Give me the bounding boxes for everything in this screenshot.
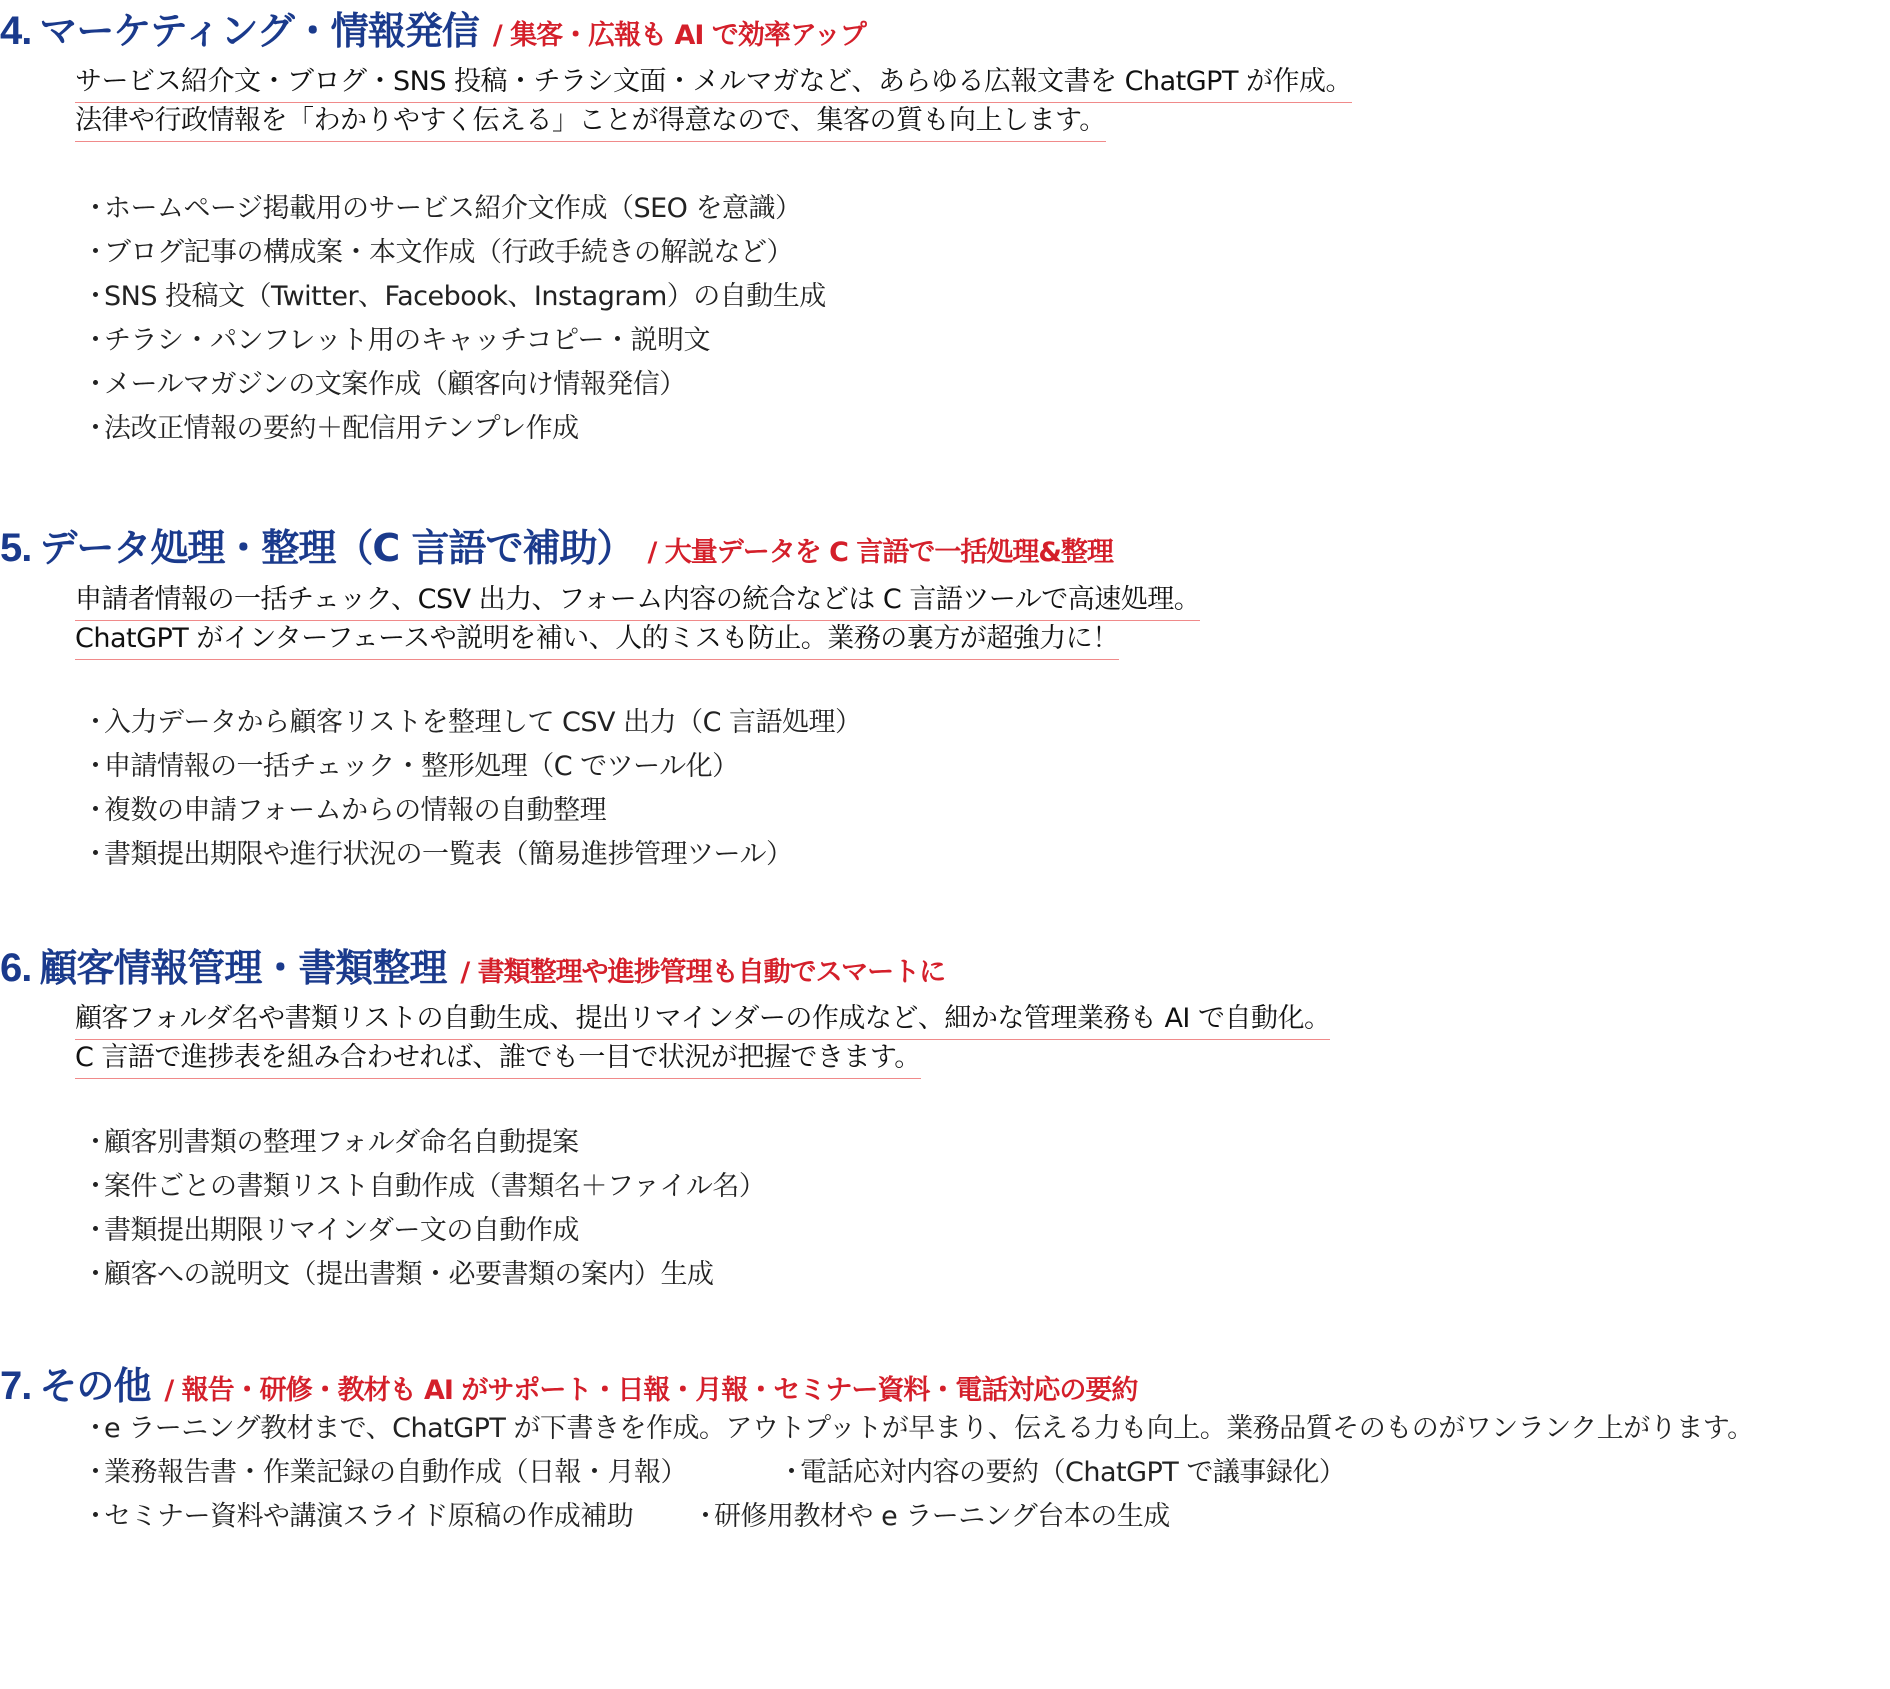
list-item-text: 顧客への説明文（提出書類・必要書類の案内）生成 (104, 1259, 714, 1290)
list-item-text: 法改正情報の要約＋配信用テンプレ作成 (104, 413, 579, 444)
list-item-text: チラシ・パンフレット用のキャッチコピー・説明文 (104, 325, 710, 356)
list-item (82, 1209, 765, 1253)
list-item (82, 1253, 765, 1297)
bullet-mark: ・ (82, 839, 109, 870)
list-item-text: 複数の申請フォームからの情報の自動整理 (104, 795, 607, 826)
section-heading (0, 937, 946, 990)
bullet-mark: ・ (82, 325, 109, 356)
bullet-mark: ・ (82, 237, 109, 268)
list-item-text: メールマガジンの文案作成（顧客向け情報発信） (104, 369, 686, 400)
list-item (82, 701, 862, 745)
bullet-mark: ・ (82, 795, 109, 826)
section-title: その他 (39, 1364, 151, 1408)
bullet-mark: ・ (82, 1259, 109, 1290)
section-title: マーケティング・情報発信 (39, 9, 479, 53)
list-item-text: 電話応対内容の要約（ChatGPT で議事録化） (800, 1457, 1346, 1488)
section-title: データ処理・整理（C 言語で補助） (39, 526, 634, 570)
section-heading (0, 0, 866, 53)
list-item (82, 1165, 765, 1209)
intro-line: C 言語で進捗表を組み合わせれば、誰でも一目で状況が把握できます。 (75, 1040, 921, 1079)
intro-line: ChatGPT がインターフェースや説明を補い、人的ミスも防止。業務の裏方が超強力に！ (75, 621, 1119, 660)
bullet-mark: ・ (82, 707, 109, 738)
section-number: 4. (0, 9, 32, 53)
intro-line: 申請者情報の一括チェック、CSV 出力、フォーム内容の統合などは C 言語ツールで高速処理。 (75, 582, 1200, 621)
list-item-text: 入力データから顧客リストを整理して CSV 出力（C 言語処理） (104, 707, 862, 738)
list-item-text: e ラーニング教材まで、ChatGPT が下書きを作成。アウトプットが早まり、伝える力も向上。業務品質そのものがワンランク上がります。 (104, 1413, 1754, 1444)
list-item (82, 1451, 1754, 1495)
list-item-text: セミナー資料や講演スライド原稿の作成補助 (104, 1501, 634, 1532)
bullet-mark: ・ (82, 281, 109, 312)
list-item (82, 1495, 1754, 1539)
bullet-mark: ・ (82, 1215, 109, 1246)
bullet-mark: ・ (778, 1457, 805, 1488)
list-item (82, 231, 826, 275)
list-item-text: ブログ記事の構成案・本文作成（行政手続きの解説など） (104, 237, 793, 268)
section-subtitle: / 大量データを C 言語で一括処理&整理 (647, 537, 1113, 568)
list-item (82, 319, 826, 363)
section-intro (75, 1001, 1330, 1079)
bullet-mark: ・ (692, 1501, 719, 1532)
bullet-mark: ・ (82, 1457, 109, 1488)
section-heading (0, 517, 1113, 570)
bullet-mark: ・ (82, 193, 109, 224)
section-subtitle: / 報告・研修・教材も AI がサポート・日報・月報・セミナー資料・電話対応の要約 (164, 1375, 1138, 1406)
list-item (82, 187, 826, 231)
bullet-list (82, 701, 862, 877)
section-number: 6. (0, 946, 32, 990)
section-title: 顧客情報管理・書類整理 (39, 946, 447, 990)
bullet-mark: ・ (82, 1127, 109, 1158)
bullet-mark: ・ (82, 369, 109, 400)
list-item (82, 833, 862, 877)
list-item-text: SNS 投稿文（Twitter、Facebook、Instagram）の自動生成 (104, 281, 826, 312)
list-item (82, 1121, 765, 1165)
section-number: 7. (0, 1364, 32, 1408)
bullet-list (82, 187, 826, 451)
bullet-mark: ・ (82, 1413, 109, 1444)
list-item-text: 書類提出期限リマインダー文の自動作成 (104, 1215, 579, 1246)
list-item-text: 顧客別書類の整理フォルダ命名自動提案 (104, 1127, 579, 1158)
list-item-text: 研修用教材や e ラーニング台本の生成 (714, 1501, 1170, 1532)
list-item-text: 案件ごとの書類リスト自動作成（書類名＋ファイル名） (104, 1171, 766, 1202)
section-number: 5. (0, 526, 32, 570)
intro-line: 法律や行政情報を「わかりやすく伝える」ことが得意なので、集客の質も向上します。 (75, 103, 1106, 142)
list-item (82, 363, 826, 407)
intro-line: サービス紹介文・ブログ・SNS 投稿・チラシ文面・メルマガなど、あらゆる広報文書を ChatGPT が作成。 (75, 64, 1352, 103)
bullet-list (82, 1407, 1754, 1539)
list-item (82, 1407, 1754, 1451)
bullet-mark: ・ (82, 751, 109, 782)
list-item-text: 業務報告書・作業記録の自動作成（日報・月報） (104, 1457, 687, 1488)
section-intro (75, 64, 1352, 142)
section-subtitle: / 集客・広報も AI で効率アップ (492, 20, 866, 51)
section-subtitle: / 書類整理や進捗管理も自動でスマートに (460, 957, 946, 988)
list-item-text: 申請情報の一括チェック・整形処理（C でツール化） (104, 751, 739, 782)
section-heading (0, 1355, 1138, 1408)
bullet-mark: ・ (82, 1171, 109, 1202)
bullet-mark: ・ (82, 1501, 109, 1532)
list-item (82, 407, 826, 451)
list-item-text: ホームページ掲載用のサービス紹介文作成（SEO を意識） (104, 193, 802, 224)
bullet-mark: ・ (82, 413, 109, 444)
intro-line: 顧客フォルダ名や書類リストの自動生成、提出リマインダーの作成など、細かな管理業務も AI で自動化。 (75, 1001, 1330, 1040)
bullet-list (82, 1121, 765, 1297)
list-item (82, 789, 862, 833)
list-item (82, 745, 862, 789)
section-intro (75, 582, 1200, 660)
list-item-text: 書類提出期限や進行状況の一覧表（簡易進捗管理ツール） (104, 839, 793, 870)
list-item (82, 275, 826, 319)
